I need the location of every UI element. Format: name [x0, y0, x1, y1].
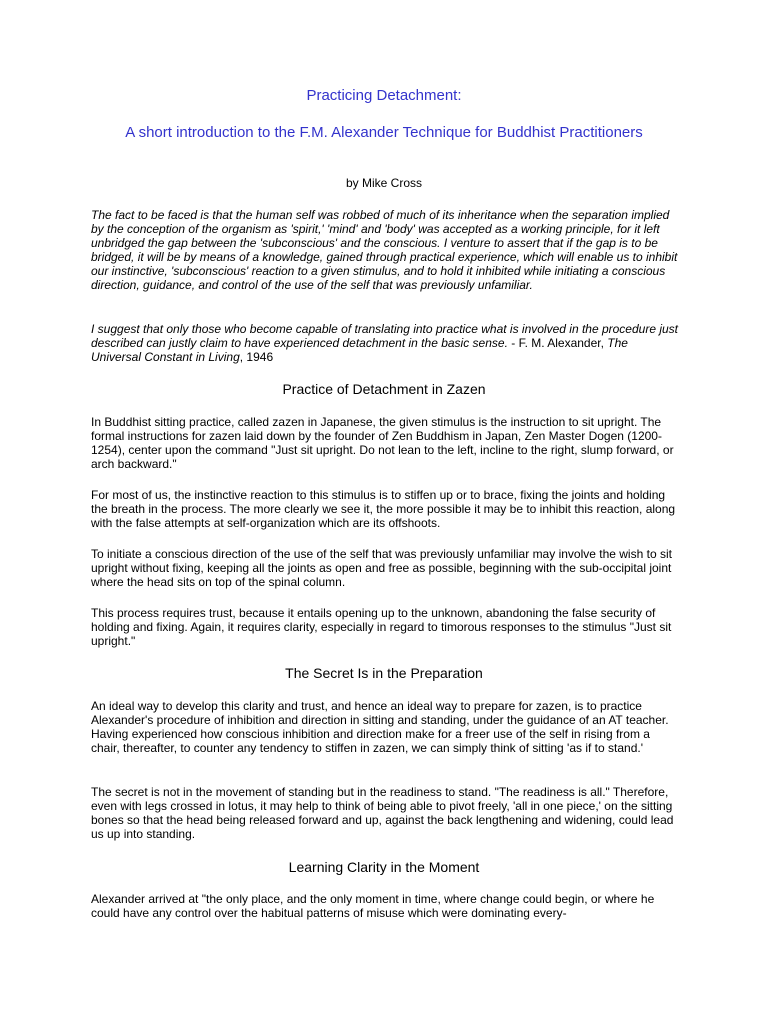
zazen-paragraph-2: For most of us, the instinctive reaction to this stimulus is to stiffen up or to brace, fixing the joints and holding the breath in the process. The more clearly we see it, the more possible it may be to inhibit this reaction, along with the false attempts at self-organization which are its offshoots.: [91, 488, 676, 530]
zazen-paragraph-3: To initiate a conscious direction of the use of the self that was previously unfamiliar may involve the wish to sit upright without fixing, keeping all the joints as open and free as possible, beginning with the sub-occipital joint where the head sits on top of the spinal column.: [91, 547, 672, 589]
quote-attribution: - F. M. Alexander,: [511, 336, 608, 350]
section-heading-zazen: Practice of Detachment in Zazen: [282, 381, 486, 397]
quote-year: , 1946: [239, 350, 274, 364]
preparation-paragraph-2: The secret is not in the movement of standing but in the readiness to stand. "The readiness is all." Therefore, even with legs crossed in lotus, it may help to think of being able to pivot freely, 'all in one piece,' on the sitting bones so that the head being released forward and up, against the back lengthening and widening, could lead us up into standing.: [91, 785, 674, 841]
zazen-paragraph-4: This process requires trust, because it entails opening up to the unknown, abandoning the false security of holding and fixing. Again, it requires clarity, especially in regard to timorous responses to the stimulus "Just sit upright.": [91, 606, 672, 648]
preparation-paragraph-1: An ideal way to develop this clarity and trust, and hence an ideal way to prepare for zazen, is to practice Alexander's procedure of inhibition and direction in sitting and standing, under the guidance of an AT teacher. Having experienced how conscious inhibition and direction make for a freer use of the self in rising from a chair, thereafter, to counter any tendency to stiffen in zazen, we can simply think of sitting 'as if to stand.': [91, 699, 669, 755]
byline: by Mike Cross: [345, 176, 422, 190]
alexander-quote: [91, 322, 679, 364]
document-title: Practicing Detachment:: [306, 87, 462, 104]
opening-quote: The fact to be faced is that the human self was robbed of much of its inheritance when the separation implied by the conception of the organism as 'spirit,' 'mind' and 'body' was accepted as a working principle, for it left unbridged the gap between the 'subconscious' and the conscious. I venture to assert that if the gap is to be bridged, it will be by means of a knowledge, gained through practical experience, which will enable us to inhibit our instinctive, 'subconscious' reaction to a given stimulus, and to hold it inhibited while initiating a conscious direction, guidance, and control of the use of the self that was previously unfamiliar.: [91, 208, 678, 292]
quote-book-title: The Universal Constant in Living: [91, 336, 628, 364]
document-subtitle: A short introduction to the F.M. Alexander Technique for Buddhist Practitioners: [125, 124, 643, 141]
section-heading-clarity: Learning Clarity in the Moment: [288, 859, 480, 875]
clarity-paragraph-1: Alexander arrived at "the only place, and the only moment in time, where change could begin, or where he could have any control over the habitual patterns of misuse which were dominating every-: [91, 892, 655, 920]
quote-text: I suggest that only those who become capable of translating into practice what is involved in the procedure just described can justly claim to have experienced detachment in the basic sense.: [91, 322, 679, 350]
section-heading-preparation: The Secret Is in the Preparation: [285, 665, 483, 681]
zazen-paragraph-1: In Buddhist sitting practice, called zazen in Japanese, the given stimulus is the instruction to sit upright. The formal instructions for zazen laid down by the founder of Zen Buddhism in Japan, Zen Master Dogen (1200-1254), center upon the command "Just sit upright. Do not lean to the left, incline to the right, slump forward, or arch backward.": [91, 415, 674, 471]
